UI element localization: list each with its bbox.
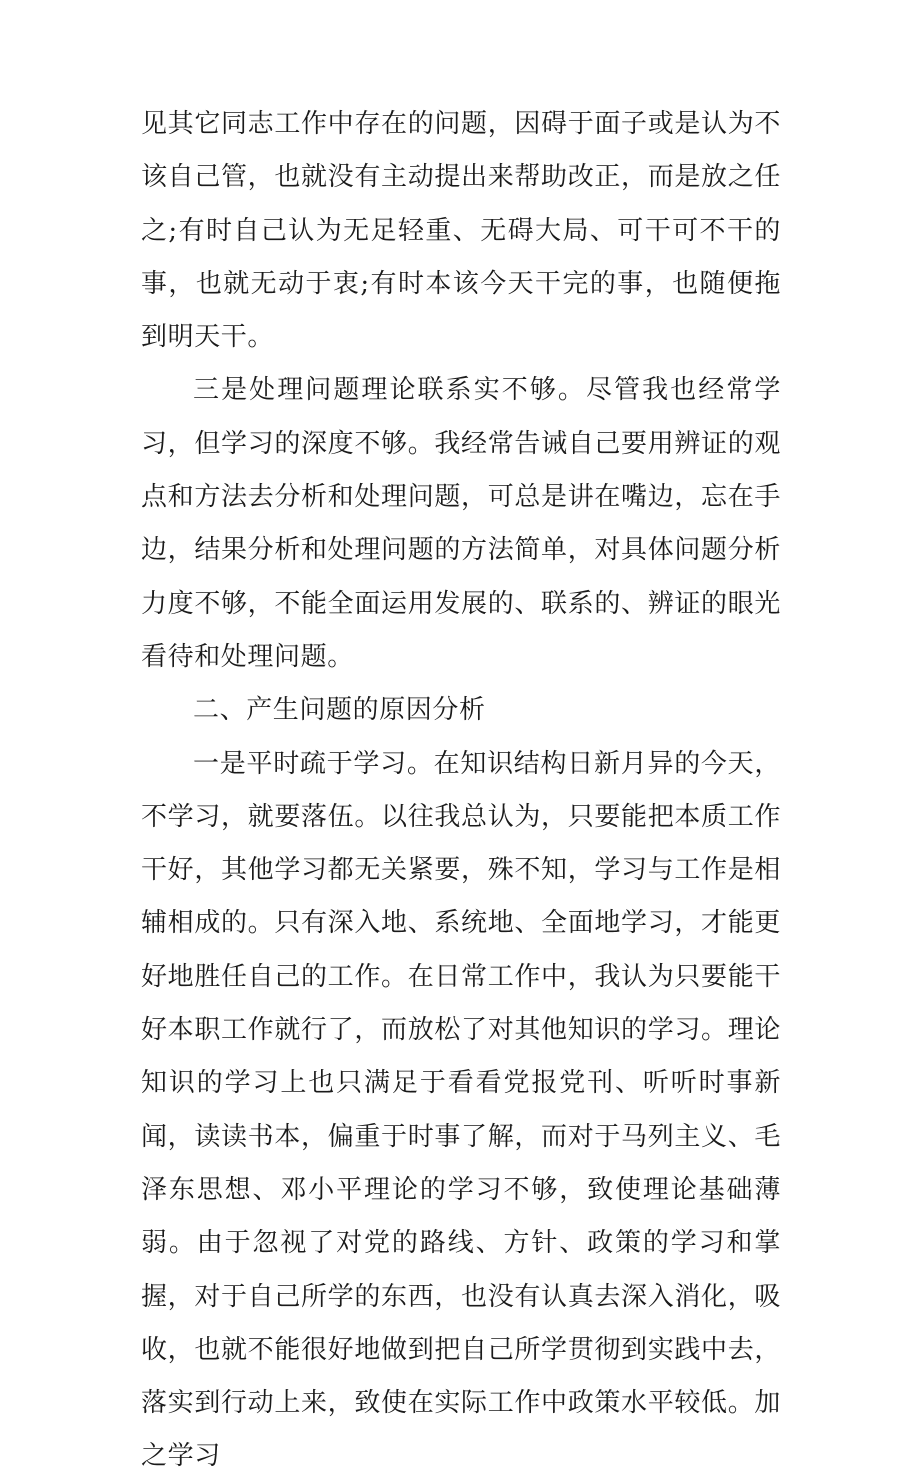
paragraph-cause-one: 一是平时疏于学习。在知识结构日新月异的今天，不学习，就要落伍。以往我总认为，只要能把本质工作干好，其他学习都无关紧要，殊不知，学习与工作是相辅相成的。只有深入地、系统地、全面地学习，才能更好地胜任自己的工作。在日常工作中，我认为只要能干好本职工作就行了，而放松了对其他知识的学习。理论知识的学习上也只满足于看看党报党刊、听听时事新闻，读读书本，偏重于时事了解，而对于马列主义、毛泽东思想、邓小平理论的学习不够，致使理论基础薄弱。由于忽视了对党的路线、方针、政策的学习和掌握，对于自己所学的东西，也没有认真去深入消化，吸收，也就不能很好地做到把自己所学贯彻到实践中去，落实到行动上来，致使在实际工作中政策水平较低。加之学习: [141, 748, 781, 1472]
paragraph-continuation: 见其它同志工作中存在的问题，因碍于面子或是认为不该自己管，也就没有主动提出来帮助改正，而是放之任之;有时自己认为无足轻重、无碍大局、可干可不干的事，也就无动于衷;有时本该今天干完的事，也随便拖到明天干。: [141, 109, 781, 353]
document-body: [141, 98, 781, 1484]
section-heading-cause-analysis: 二、产生问题的原因分析: [193, 695, 486, 726]
paragraph-problem-three: 三是处理问题理论联系实不够。尽管我也经常学习，但学习的深度不够。我经常告诫自己要用辨证的观点和方法去分析和处理问题，可总是讲在嘴边，忘在手边，结果分析和处理问题的方法简单，对具体问题分析力度不够，不能全面运用发展的、联系的、辨证的眼光看待和处理问题。: [141, 375, 781, 672]
